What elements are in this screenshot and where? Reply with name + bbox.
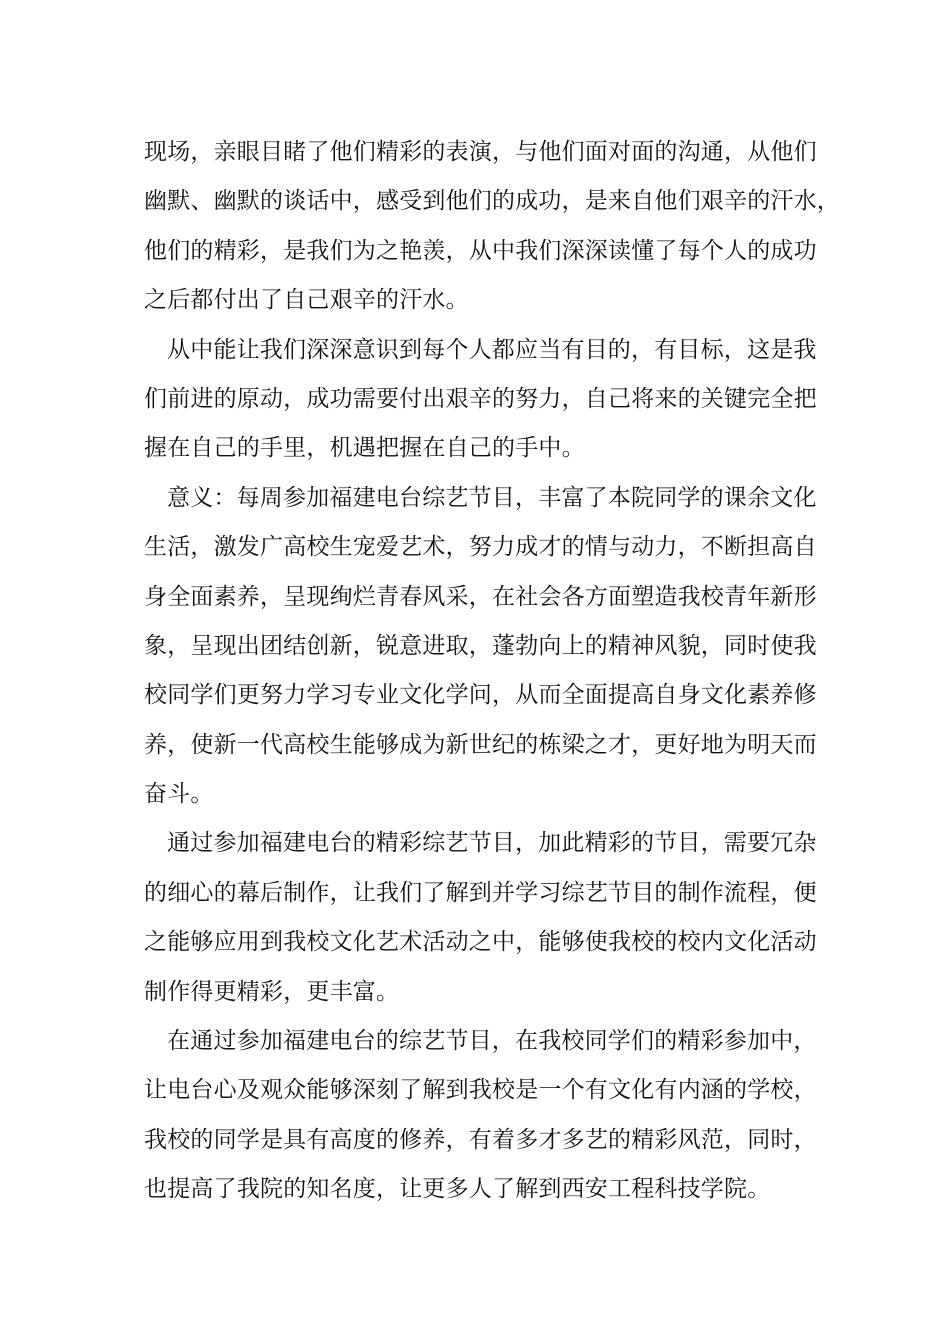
text-line: 象，呈现出团结创新，锐意进取，蓬勃向上的精神风貌，同时使我 — [144, 632, 817, 659]
text-line: 的细心的幕后制作，让我们了解到并学习综艺节目的制作流程，便 — [144, 879, 817, 906]
text-line: 他们的精彩，是我们为之艳羡，从中我们深深读懂了每个人的成功 — [144, 237, 817, 264]
paragraph-5 — [144, 1017, 816, 1215]
text-line: 在通过参加福建电台的综艺节目，在我校同学们的精彩参加中， — [167, 1028, 817, 1055]
paragraph-4 — [144, 819, 816, 1017]
text-line: 校同学们更努力学习专业文化学问，从而全面提高自身文化素养修 — [144, 682, 817, 709]
text-line: 幽默、幽默的谈话中，感受到他们的成功，是来自他们艰辛的汗水， — [144, 188, 840, 215]
text-line: 之后都付出了自己艰辛的汗水。 — [144, 287, 469, 314]
text-line: 生活，激发广高校生宠爱艺术，努力成才的情与动力，不断担高自 — [144, 534, 817, 561]
text-line: 们前进的原动，成功需要付出艰辛的努力，自己将来的关键完全把 — [144, 385, 817, 412]
text-line: 通过参加福建电台的精彩综艺节目，加此精彩的节目，需要冗杂 — [167, 830, 817, 857]
text-line: 之能够应用到我校文化艺术活动之中，能够使我校的校内文化活动 — [144, 929, 817, 956]
text-line: 养，使新一代高校生能够成为新世纪的栋梁之才，更好地为明天而 — [144, 731, 817, 758]
text-line: 握在自己的手里，机遇把握在自己的手中。 — [144, 435, 585, 462]
text-line: 从中能让我们深深意识到每个人都应当有目的，有目标，这是我 — [167, 336, 817, 363]
document-body — [144, 128, 840, 1215]
text-line: 身全面素养，呈现绚烂青春风采，在社会各方面塑造我校青年新形 — [144, 583, 817, 610]
text-line: 也提高了我院的知名度，让更多人了解到西安工程科技学院。 — [144, 1176, 771, 1203]
text-line: 意义：每周参加福建电台综艺节目，丰富了本院同学的课余文化 — [167, 484, 817, 511]
text-line: 制作得更精彩，更丰富。 — [144, 978, 400, 1005]
text-line: 我校的同学是具有高度的修养，有着多才多艺的精彩风范，同时， — [144, 1126, 817, 1153]
paragraph-1 — [144, 128, 840, 326]
text-line: 奋斗。 — [144, 781, 214, 808]
text-line: 现场，亲眼目睹了他们精彩的表演，与他们面对面的沟通，从他们 — [144, 139, 817, 165]
paragraph-3 — [144, 474, 816, 820]
paragraph-2 — [144, 326, 816, 474]
text-line: 让电台心及观众能够深刻了解到我校是一个有文化有内涵的学校， — [144, 1077, 817, 1104]
